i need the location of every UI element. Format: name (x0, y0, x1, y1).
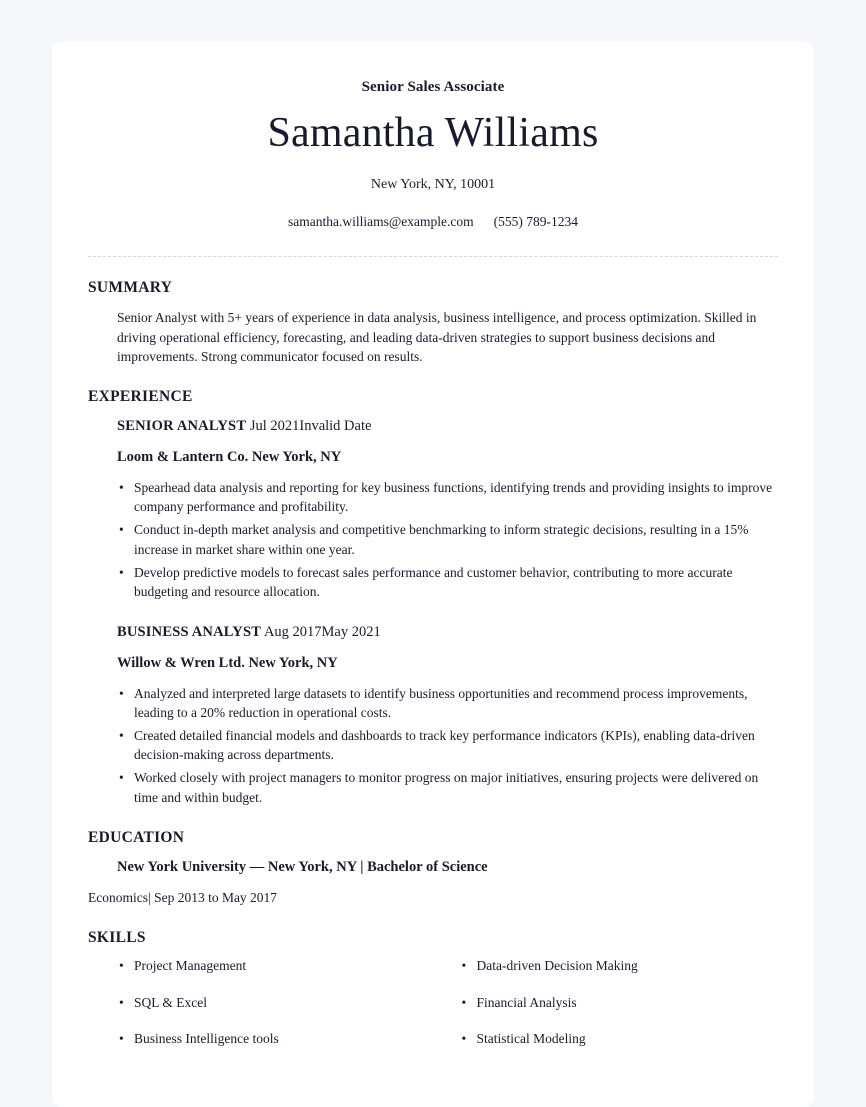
resume-header (52, 42, 814, 231)
education-body (88, 858, 774, 906)
experience-company-location: Willow & Wren Ltd. New York, NY (117, 654, 338, 671)
experience-body (88, 417, 774, 806)
skill-item: • Business Intelligence tools (117, 1030, 432, 1048)
summary-text: Senior Analyst with 5+ years of experience in data analysis, business intelligence, and process optimization. Skilled in driving operational efficiency, forecasting, and leading data-driven strategies to support business decisions and improvements. Strong communicator focused on results. (117, 310, 757, 364)
resume-document (52, 42, 814, 1107)
experience-company-location: Loom & Lantern Co. New York, NY (117, 449, 342, 466)
education-major-dates: Economics| Sep 2013 to May 2017 (88, 890, 278, 906)
experience-dates: Jul 2021Invalid Date (249, 418, 372, 435)
experience-bullet: • Analyzed and interpreted large datasets to identify business opportunities and recommend process improvements, leading to a 20% reduction in operational costs. (117, 684, 774, 722)
contact-phone[interactable]: (555) 789-1234 (493, 214, 578, 230)
experience-dates: Aug 2017May 2021 (263, 624, 381, 641)
section-summary (88, 279, 774, 366)
skills-grid (88, 957, 774, 1067)
skill-item: • SQL & Excel (117, 994, 432, 1012)
experience-role: BUSINESS ANALYST (117, 624, 262, 641)
skill-item: • Data-driven Decision Making (460, 957, 775, 975)
section-title-experience: EXPERIENCE (88, 387, 193, 405)
resume-body (52, 279, 814, 1107)
education-school-degree: New York University — New York, NY | Bachelor of Science (117, 859, 488, 876)
header-location: New York, NY, 10001 (370, 177, 496, 193)
section-experience (88, 388, 774, 807)
experience-bullet-list (117, 478, 774, 601)
contact-email[interactable]: samantha.williams@example.com (287, 214, 474, 230)
experience-bullet: • Develop predictive models to forecast sales performance and customer behavior, contributing to more accurate budgeting and resource allocation. (117, 563, 774, 601)
section-title-skills: SKILLS (88, 928, 146, 946)
experience-heading (117, 623, 774, 642)
summary-body (88, 308, 774, 365)
experience-entry (117, 417, 774, 601)
skill-item: • Statistical Modeling (460, 1030, 775, 1048)
experience-heading (117, 417, 774, 436)
header-full-name: Samantha Williams (267, 110, 599, 156)
experience-bullet: • Spearhead data analysis and reporting for key business functions, identifying trends and providing insights to improve company performance and profitability. (117, 478, 774, 516)
header-divider (88, 256, 778, 257)
skill-item: • Financial Analysis (460, 994, 775, 1012)
section-education (88, 829, 774, 907)
header-job-title: Senior Sales Associate (361, 79, 505, 95)
section-title-summary: SUMMARY (88, 278, 173, 296)
header-contact-row (92, 213, 774, 231)
section-skills (88, 929, 774, 1067)
experience-bullet: • Created detailed financial models and dashboards to track key performance indicators (KPIs), enabling data-driven decision-making across departments. (117, 726, 774, 764)
experience-role: SENIOR ANALYST (117, 418, 247, 435)
skill-item: • Project Management (117, 957, 432, 975)
experience-bullet-list (117, 684, 774, 807)
experience-bullet: • Worked closely with project managers to monitor progress on major initiatives, ensuring projects were delivered on time and within budget. (117, 768, 774, 806)
education-entry (88, 858, 774, 906)
section-title-education: EDUCATION (88, 828, 185, 846)
experience-entry (117, 623, 774, 807)
experience-bullet: • Conduct in-depth market analysis and competitive benchmarking to inform strategic decisions, resulting in a 15% increase in market share within one year. (117, 520, 774, 558)
